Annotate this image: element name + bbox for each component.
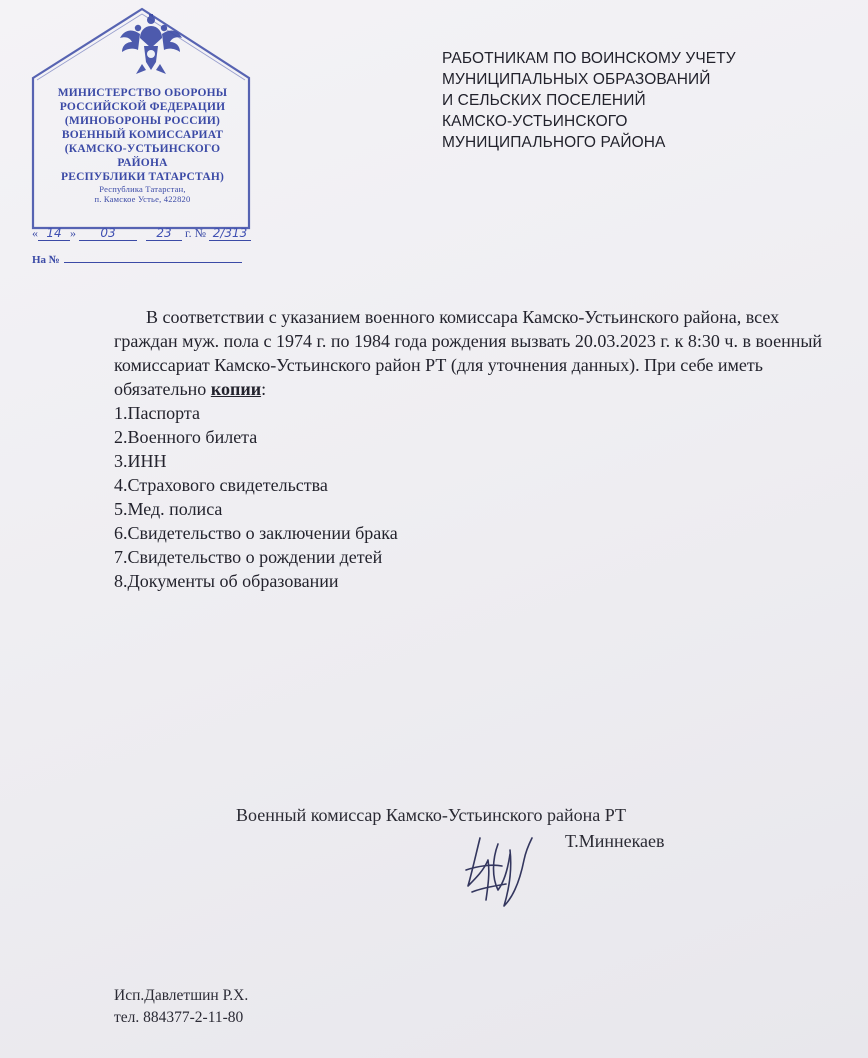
list-item: 7.Свидетельство о рождении детей [114,547,383,567]
stamp-text [40,86,245,204]
stamp-day: 14 [46,226,62,240]
stamp-line-7: РЕСПУБЛИКИ ТАТАРСТАН) [60,171,224,183]
signatory-name: Т.Миннекаев [565,831,665,851]
stamp-to-label: На № [32,254,60,266]
list-item: 1.Паспорта [114,403,200,423]
official-stamp [30,6,255,268]
list-item: 2.Военного билета [114,427,258,447]
stamp-line-4: ВОЕННЫЙ КОМИССАРИАТ [61,129,224,141]
stamp-year: 23 [156,226,172,240]
stamp-year-suffix: г. № [185,226,207,240]
signatory-title: Военный комиссар Камско-Устьинского района РТ [236,805,627,825]
double-headed-eagle-icon [118,12,184,78]
stamp-line-3: (МИНОБОРОНЫ РОССИИ) [64,115,221,127]
list-item: 5.Мед. полиса [114,499,223,519]
main-paragraph-end: : [261,379,267,399]
stamp-reference-row [32,254,242,266]
stamp-date-row [32,226,247,241]
stamp-to-blank [64,262,242,263]
stamp-address-1: Республика Татарстан, [99,184,186,194]
stamp-address-2: п. Камское Устье, 422820 [94,194,191,204]
executor-footer [114,985,248,1029]
stamp-month: 03 [100,226,116,240]
stamp-line-5: (КАМСКО-УСТЬИНСКОГО [64,143,221,155]
list-item: 6.Свидетельство о заключении брака [114,523,398,543]
list-item: 3.ИНН [114,451,167,471]
stamp-date-mid: » [70,226,76,240]
stamp-line-6: РАЙОНА [117,157,168,169]
copies-emphasis: копии [210,379,262,399]
list-item: 8.Документы об образовании [114,571,339,591]
required-documents-list [114,401,834,593]
addressee-line-3: И СЕЛЬСКИХ ПОСЕЛЕНИЙ [442,92,646,109]
stamp-line-1: МИНИСТЕРСТВО ОБОРОНЫ [57,87,228,99]
handwritten-signature [458,820,540,910]
addressee-line-5: МУНИЦИПАЛЬНОГО РАЙОНА [442,134,666,151]
executor-phone: тел. 884377-2-11-80 [114,1009,244,1026]
main-paragraph [114,305,834,401]
executor-name: Исп.Давлетшин Р.Х. [114,987,249,1004]
list-item: 4.Страхового свидетельства [114,475,328,495]
addressee-line-2: МУНИЦИПАЛЬНЫХ ОБРАЗОВАНИЙ [442,71,711,88]
document-body [114,305,834,593]
addressee-line-1: РАБОТНИКАМ ПО ВОИНСКОМУ УЧЕТУ [442,50,736,67]
main-paragraph-text: В соответствии с указанием военного комиссара Камско-Устьинского района, всех граждан муж. пола с 1974 г. по 1984 года рождения вызвать 20.03.2023 г. к 8:30 ч. в военный комиссариат Камско-Устьинского район РТ (для уточнения данных). При себе иметь обязательно [114,307,823,399]
addressee-block [442,48,822,153]
stamp-line-2: РОССИЙСКОЙ ФЕДЕРАЦИИ [59,101,226,113]
addressee-line-4: КАМСКО-УСТЬИНСКОГО [442,113,628,130]
stamp-number: 2/313 [212,226,248,240]
stamp-date-open: « [32,226,38,240]
